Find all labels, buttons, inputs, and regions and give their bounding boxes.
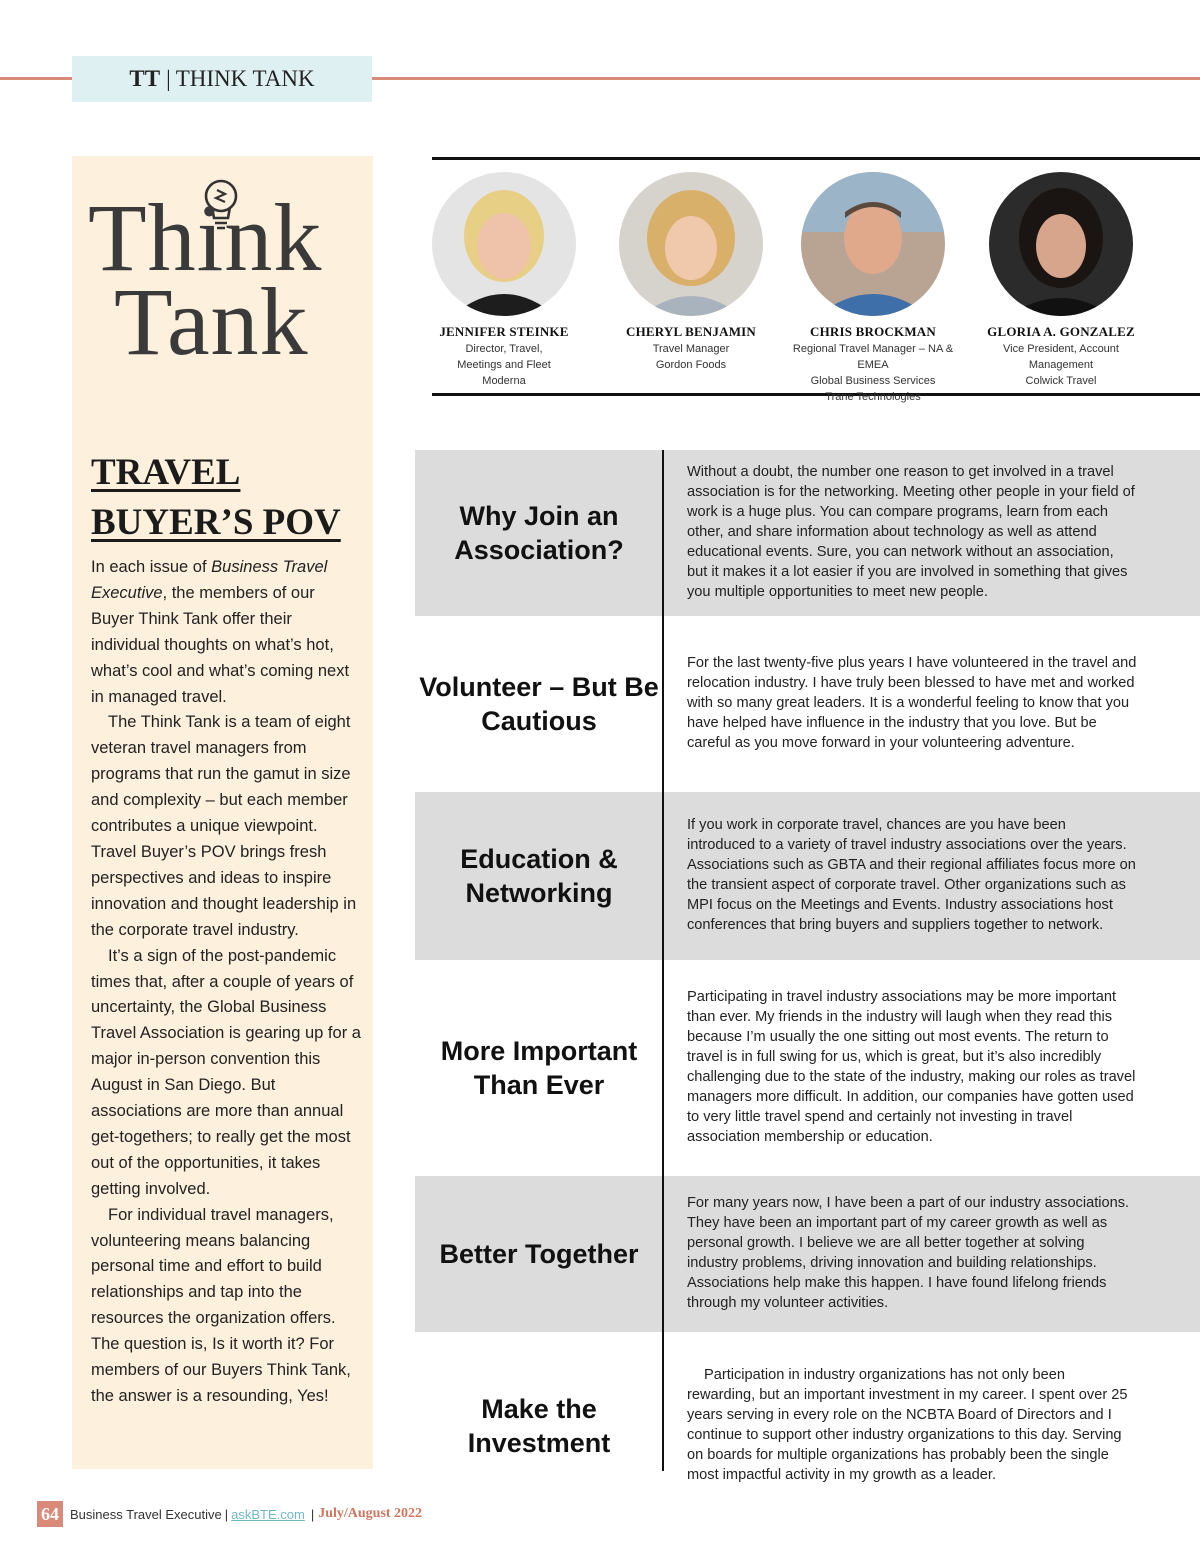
qa-row <box>415 1332 1200 1520</box>
member-title-line: Travel Manager <box>652 343 730 355</box>
member-title <box>596 341 786 373</box>
section-abbr: TT <box>129 66 161 91</box>
qa-answer: Participation in industry organizations has not only been rewarding, but an important investment in my career. I spent over 25 years serving in every role on the NCBTA Board of Directors and I continue to support other industry organizations to this day. Serving on boards for multiple organizations has probably been the single most impactful activity in my growth as a leader. <box>687 1367 1128 1483</box>
publication-name: Business Travel Executive <box>91 558 328 602</box>
member-photo <box>432 172 576 316</box>
member-photo <box>619 172 763 316</box>
publication-name: Business Travel Executive <box>70 1506 222 1522</box>
qa-row <box>415 450 1200 616</box>
issue-date: July/August 2022 <box>318 1506 423 1521</box>
member-name: GLORIA A. GONZALEZ <box>987 324 1135 339</box>
member-title-line: Global Business Services <box>810 375 936 387</box>
member-title-line: Management <box>1028 359 1094 371</box>
qa-answer: Participating in travel industry associations may be more important than ever. My friends in the industry will laugh when they read this because I’m usually the one sitting out most events. The return to travel is in full swing for us, which is great, but it’s also incredibly challenging due to the state of the industry, making our roles as travel managers more difficult. In addition, our companies have gotten used to very little travel spend and certainly not investing in travel association membership or education. <box>687 989 1136 1145</box>
website-link[interactable]: askBTE.com <box>231 1506 305 1522</box>
qa-row <box>415 960 1200 1176</box>
footer-separator: | <box>310 1506 315 1522</box>
section-separator: | <box>166 66 171 91</box>
member-company: Colwick Travel <box>1025 375 1097 387</box>
logo-line-2: Tank <box>114 268 309 375</box>
qa-answer: If you work in corporate travel, chances are you have been introduced to a variety of travel industry associations over the years. Associations such as GBTA and their regional affiliates focus more on the transient aspect of corporate travel. Other organizations such as MPI focus on the Meetings and Events. Industry associations host conferences that bring buyers and suppliers together to network. <box>687 817 1136 933</box>
member-title-line: Regional Travel Manager – NA & EMEA <box>792 343 954 371</box>
member-title-line: Meetings and Fleet <box>457 359 551 371</box>
qa-heading: More Important Than Ever <box>440 1036 638 1100</box>
member-photo <box>801 172 945 316</box>
member-title-line: Director, Travel, <box>465 343 543 355</box>
qa-answer: Without a doubt, the number one reason to get involved in a travel association is for the networking. Meeting other people in your field of work is a huge plus. You can compare programs, learn from each other, and share information about technology as well as attend educational events. Sure, you can network without an association, but it makes it a lot easier if you are involved in something that gives you multiple opportunities to meet new people. <box>687 464 1135 600</box>
pov-heading-line-2: BUYER’S POV <box>91 502 341 543</box>
page-number: 64 <box>37 1501 63 1527</box>
panel-member <box>966 172 1156 389</box>
member-company: Gordon Foods <box>655 359 727 371</box>
intro-paragraph-2: The Think Tank is a team of eight veteran travel managers from programs that run the gamut in size and complexity – but each member contributes a unique viewpoint. Travel Buyer’s POV brings fresh perspectives and ideas to inspire innovation and thought leadership in the corporate travel industry. <box>91 713 357 939</box>
intro-p1-start: In each issue of <box>91 558 212 576</box>
panel-member <box>596 172 786 373</box>
intro-paragraph-3: It’s a sign of the post-pandemic times that, after a couple of years of uncertainty, the Global Business Travel Association is gearing up for a major in-person convention this August in San Diego. But associations are more than annual get-togethers; to really get the most out of the opportunities, it takes getting involved. <box>91 946 361 1198</box>
footer-separator: | <box>224 1506 229 1522</box>
logo-line-1: Think <box>88 184 323 291</box>
column-divider <box>662 450 664 1471</box>
footer <box>37 1501 422 1527</box>
member-name: CHRIS BROCKMAN <box>810 324 936 339</box>
qa-answer: For the last twenty-five plus years I have volunteered in the travel and relocation industry. I have truly been blessed to have met and worked with so many great leaders. It is a wonderful feeling to know that you have helped have influence in the industry that you love. But be careful as you move forward in your volunteering adventure. <box>687 655 1137 751</box>
member-title <box>409 341 599 389</box>
panel-member <box>778 172 968 405</box>
member-company: Moderna <box>482 375 526 387</box>
qa-answer: For many years now, I have been a part of our industry associations. They have been an important part of my career growth as well as personal growth. I believe we are all better together at solving industry problems, driving innovation and building relationships. Associations help make this happen. I have found lifelong friends through my volunteer activities. <box>687 1195 1130 1311</box>
intro-p1-rest: , the members of our Buyer Think Tank offer their individual thoughts on what’s hot, what’s cool and what’s coming next in managed travel. <box>91 583 350 706</box>
member-title <box>966 341 1156 389</box>
qa-row <box>415 616 1200 792</box>
panel-member <box>409 172 599 389</box>
intro-text <box>91 555 361 1410</box>
qa-heading: Education & Networking <box>460 844 618 908</box>
member-company: Trane Technologies <box>825 391 921 403</box>
qa-heading: Make the Investment <box>467 1394 611 1458</box>
qa-row <box>415 792 1200 960</box>
member-photo <box>989 172 1133 316</box>
qa-row <box>415 1176 1200 1332</box>
qa-heading: Volunteer – But Be Cautious <box>419 672 659 736</box>
member-name: JENNIFER STEINKE <box>439 324 569 339</box>
pov-heading-line-1: TRAVEL <box>91 452 241 493</box>
section-name: THINK TANK <box>175 66 315 91</box>
member-title <box>778 341 968 405</box>
think-tank-logo <box>88 184 373 375</box>
member-name: CHERYL BENJAMIN <box>625 324 757 339</box>
intro-paragraph-1 <box>91 555 361 710</box>
qa-heading: Why Join an Association? <box>454 501 624 565</box>
pov-heading <box>91 448 361 548</box>
panel-top-rule <box>432 157 1200 160</box>
section-tag <box>72 56 372 102</box>
intro-paragraph-4: For individual travel managers, volunteering means balancing personal time and effort to build relationships and tap into the resources the organization offers. The question is, Is it worth it? For members of our Buyers Think Tank, the answer is a resounding, Yes! <box>91 1205 351 1405</box>
qa-heading: Better Together <box>439 1239 639 1269</box>
member-title-line: Vice President, Account <box>1003 343 1119 355</box>
